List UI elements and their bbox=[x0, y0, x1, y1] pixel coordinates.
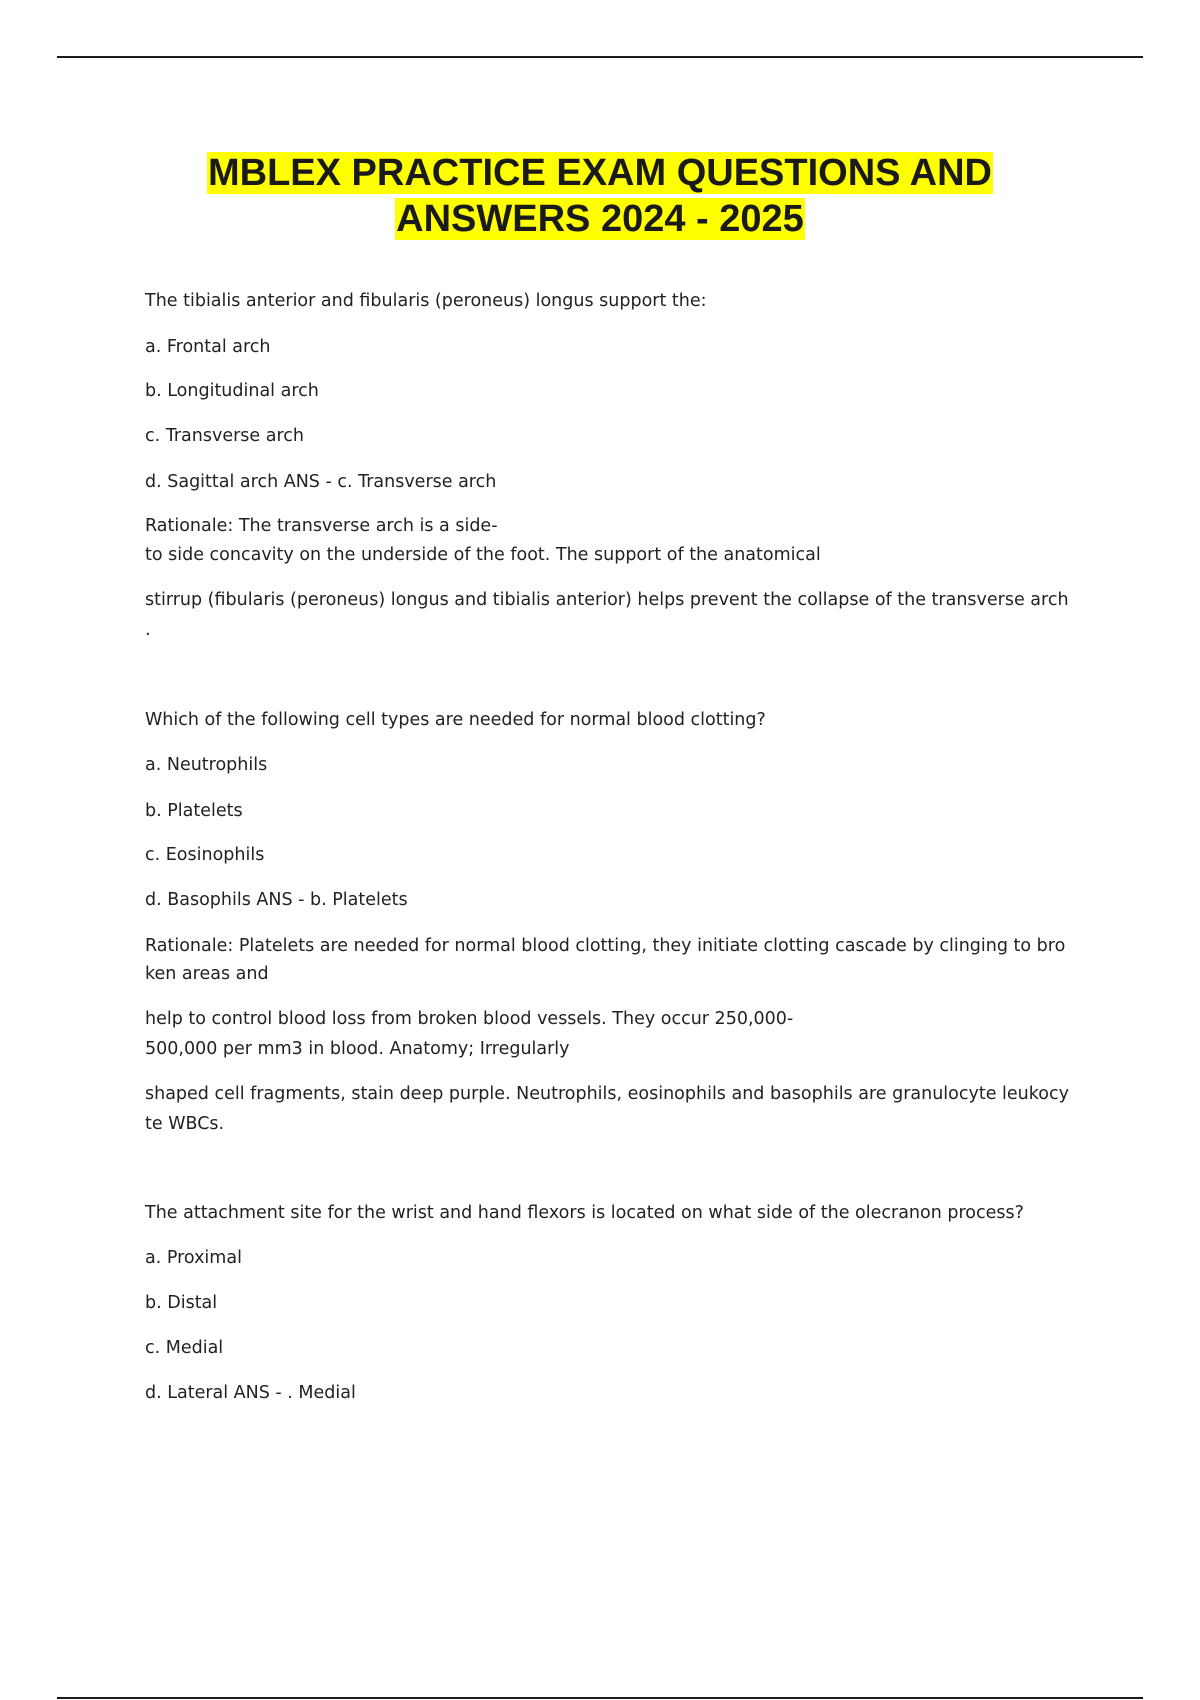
rationale-line: te WBCs. bbox=[145, 1114, 225, 1134]
title-line-2: ANSWERS 2024 - 2025 bbox=[396, 198, 804, 240]
rationale-line: Rationale: Platelets are needed for normal blood clotting, they initiate clotting cascade by clinging to bro bbox=[145, 936, 1066, 956]
rationale-line: Rationale: The transverse arch is a side- bbox=[145, 516, 498, 536]
answer-option: c. Transverse arch bbox=[145, 426, 305, 446]
rationale-line: 500,000 per mm3 in blood. Anatomy; Irregularly bbox=[145, 1039, 570, 1059]
answer-option: b. Platelets bbox=[145, 801, 243, 821]
bottom-rule bbox=[57, 1697, 1143, 1699]
rationale-line: . bbox=[145, 620, 151, 640]
answer-option: a. Neutrophils bbox=[145, 755, 268, 775]
answer-option: b. Distal bbox=[145, 1293, 218, 1313]
question-text: Which of the following cell types are needed for normal blood clotting? bbox=[145, 710, 766, 730]
answer-option-with-answer: d. Sagittal arch ANS - c. Transverse arch bbox=[145, 472, 497, 492]
rationale-line: ken areas and bbox=[145, 964, 269, 984]
answer-option-with-answer: d. Basophils ANS - b. Platelets bbox=[145, 890, 408, 910]
rationale-line: shaped cell fragments, stain deep purple. Neutrophils, eosinophils and basophils are granulocyte leukocy bbox=[145, 1084, 1069, 1104]
answer-option-with-answer: d. Lateral ANS - . Medial bbox=[145, 1383, 356, 1403]
answer-option: b. Longitudinal arch bbox=[145, 381, 319, 401]
top-rule bbox=[57, 56, 1143, 58]
document-title bbox=[0, 150, 1200, 242]
question-text: The attachment site for the wrist and hand flexors is located on what side of the olecranon process? bbox=[145, 1203, 1024, 1223]
answer-option: c. Medial bbox=[145, 1338, 224, 1358]
answer-option: a. Proximal bbox=[145, 1248, 242, 1268]
rationale-line: stirrup (fibularis (peroneus) longus and tibialis anterior) helps prevent the collapse of the transverse arch bbox=[145, 590, 1069, 610]
rationale-line: help to control blood loss from broken blood vessels. They occur 250,000- bbox=[145, 1009, 794, 1029]
question-text: The tibialis anterior and fibularis (peroneus) longus support the: bbox=[145, 291, 707, 311]
rationale-line: to side concavity on the underside of the foot. The support of the anatomical bbox=[145, 545, 821, 565]
title-line-1: MBLEX PRACTICE EXAM QUESTIONS AND bbox=[208, 152, 992, 194]
answer-option: c. Eosinophils bbox=[145, 845, 265, 865]
answer-option: a. Frontal arch bbox=[145, 337, 271, 357]
